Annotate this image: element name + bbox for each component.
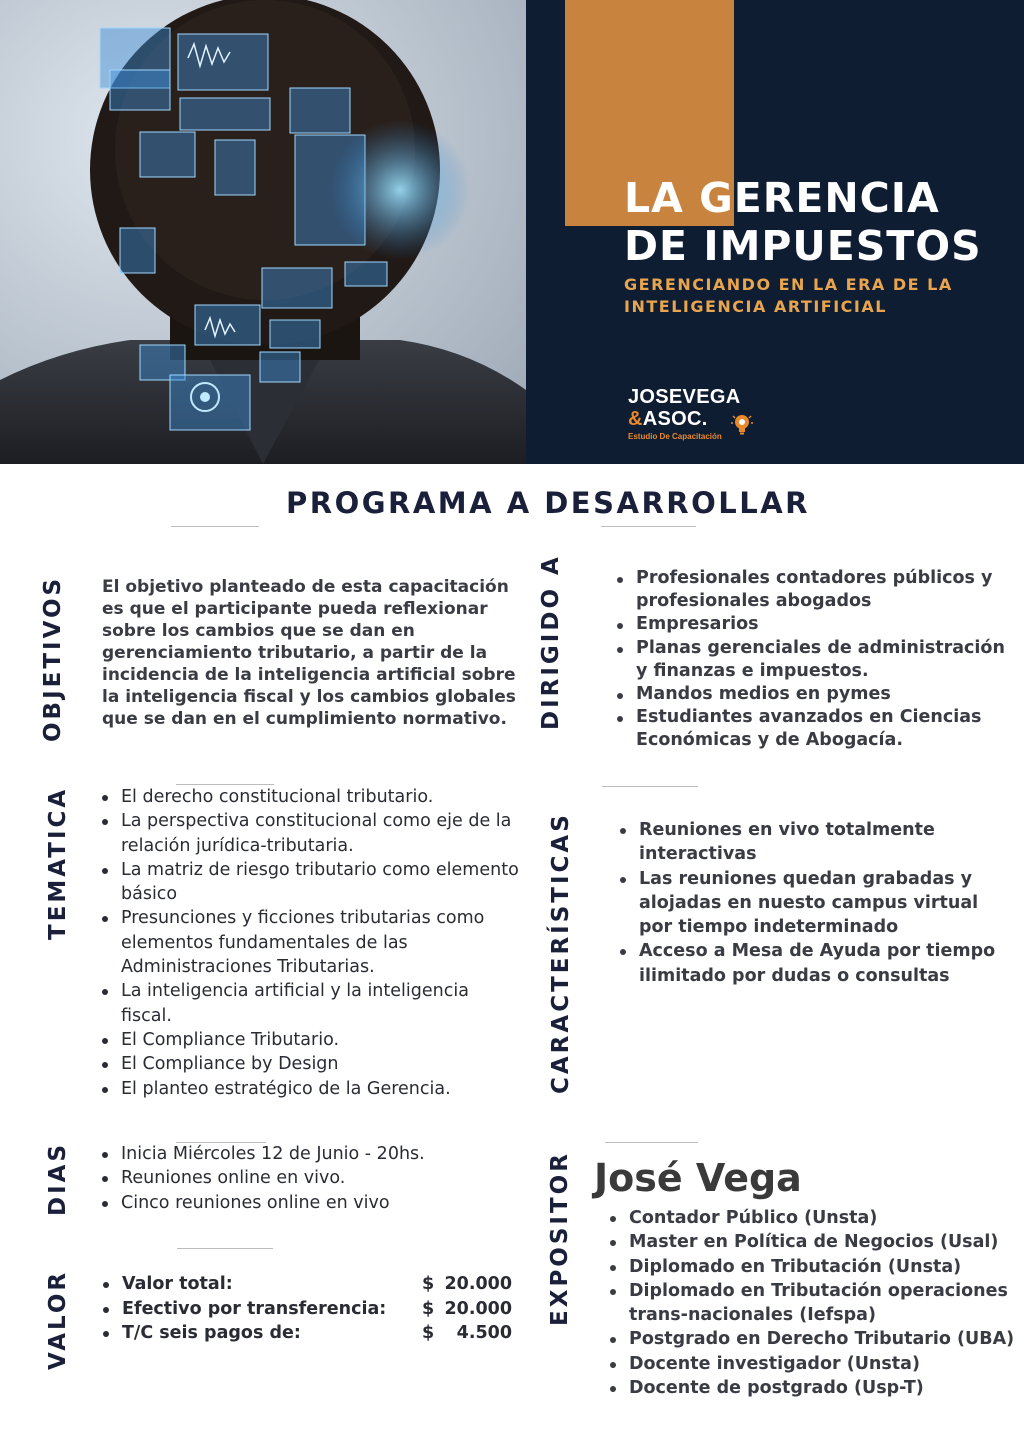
dirigido-list	[614, 567, 1014, 753]
list-item: Cinco reuniones online en vivo	[99, 1191, 524, 1215]
ai-face-illustration	[0, 0, 526, 464]
price-currency: $	[422, 1298, 435, 1319]
title-line: LA GERENCIA	[624, 174, 940, 222]
price-label: T/C seis pagos de:	[122, 1323, 301, 1343]
speaker-name: José Vega	[594, 1156, 802, 1200]
list-item: Diplomado en Tributación operaciones trans-nacionales (Iefspa)	[607, 1279, 1019, 1328]
title-line: DE IMPUESTOS	[624, 222, 982, 270]
list-item: Presunciones y ficciones tributarias como elementos fundamentales de las Administraciones Tributarias.	[99, 906, 524, 979]
price-row	[100, 1321, 512, 1346]
section-label-dias: DIAS	[45, 1141, 71, 1216]
divider	[605, 1142, 698, 1143]
divider	[601, 526, 696, 527]
logo-name: JOSEVEGA	[628, 386, 741, 408]
lightbulb-icon	[730, 412, 754, 436]
list-item: Reuniones online en vivo.	[99, 1166, 524, 1190]
page-title	[624, 174, 1014, 270]
list-item: Mandos medios en pymes	[614, 683, 1014, 706]
list-item: La matriz de riesgo tributario como elemento básico	[99, 858, 524, 907]
caracteristicas-list	[617, 818, 1014, 988]
brand-logo	[628, 386, 778, 448]
logo-name-2	[628, 408, 778, 430]
section-label-expositor: EXPOSITOR	[547, 1151, 573, 1326]
dias-list	[99, 1142, 524, 1215]
list-item: Inicia Miércoles 12 de Junio - 20hs.	[99, 1142, 524, 1166]
list-item: El Compliance by Design	[99, 1052, 524, 1076]
logo-amp: &	[628, 408, 643, 430]
section-label-valor: VALOR	[45, 1269, 71, 1370]
list-item: Docente de postgrado (Usp-T)	[607, 1376, 1019, 1400]
list-item: Empresarios	[614, 613, 1014, 636]
list-item: El planteo estratégico de la Gerencia.	[99, 1077, 524, 1101]
expositor-list	[607, 1206, 1019, 1400]
logo-tagline: Estudio De Capacitación	[628, 432, 722, 441]
price-row	[100, 1272, 512, 1297]
section-label-tematica: TEMATICA	[45, 786, 71, 940]
logo-asoc: ASOC.	[642, 408, 708, 430]
list-item: La inteligencia artificial y la inteligencia fiscal.	[99, 979, 524, 1028]
list-item: La perspectiva constitucional como eje de la relación jurídica-tributaria.	[99, 809, 524, 858]
list-item: Contador Público (Unsta)	[607, 1206, 1019, 1230]
program-title: PROGRAMA A DESARROLLAR	[285, 486, 810, 520]
price-amount: 20.000	[444, 1298, 512, 1319]
section-label-caracteristicas: CARACTERÍSTICAS	[548, 812, 574, 1094]
section-label-dirigido: DIRIGIDO A	[538, 554, 564, 730]
tematica-list	[99, 785, 524, 1101]
list-item: El Compliance Tributario.	[99, 1028, 524, 1052]
subtitle-line: GERENCIANDO EN LA ERA DE LA	[624, 275, 953, 294]
price-currency: $	[422, 1274, 435, 1294]
list-item: Reuniones en vivo totalmente interactivas	[617, 818, 1014, 867]
list-item: Profesionales contadores públicos y profesionales abogados	[614, 567, 1014, 613]
price-label: Efectivo por transferencia:	[122, 1298, 387, 1319]
divider	[171, 526, 259, 527]
objetivos-text: El objetivo planteado de esta capacitación es que el participante pueda reflexionar sobre los cambios que se dan en gerenciamiento tributario, a partir de la incidencia de la inteligencia artificial sobre la inteligencia fiscal y los cambios globales que se dan en el cumplimiento normativo.	[102, 577, 516, 729]
list-item: Master en Política de Negocios (Usal)	[607, 1230, 1019, 1254]
list-item: Acceso a Mesa de Ayuda por tiempo ilimitado por dudas o consultas	[617, 939, 1014, 988]
valor-list	[100, 1272, 512, 1346]
list-item: Docente investigador (Unsta)	[607, 1352, 1019, 1376]
list-item: Diplomado en Tributación (Unsta)	[607, 1255, 1019, 1279]
price-row	[100, 1297, 512, 1322]
hero-photo	[0, 0, 526, 464]
price-amount: 4.500	[456, 1323, 512, 1343]
list-item: Planas gerenciales de administración y finanzas e impuestos.	[614, 637, 1014, 683]
price-label: Valor total:	[122, 1274, 233, 1294]
divider	[602, 786, 698, 787]
subtitle-line: INTELIGENCIA ARTIFICIAL	[624, 297, 887, 316]
list-item: Estudiantes avanzados en Ciencias Económicas y de Abogacía.	[614, 706, 1014, 752]
divider	[177, 1248, 273, 1249]
list-item: Las reuniones quedan grabadas y alojadas en nuesto campus virtual por tiempo indeterminado	[617, 867, 1014, 940]
list-item: Postgrado en Derecho Tributario (UBA)	[607, 1327, 1019, 1351]
page-subtitle	[624, 274, 1014, 318]
price-currency: $	[422, 1323, 435, 1343]
list-item: El derecho constitucional tributario.	[99, 785, 524, 809]
price-amount: 20.000	[444, 1274, 512, 1294]
section-label-objetivos: OBJETIVOS	[40, 575, 66, 743]
